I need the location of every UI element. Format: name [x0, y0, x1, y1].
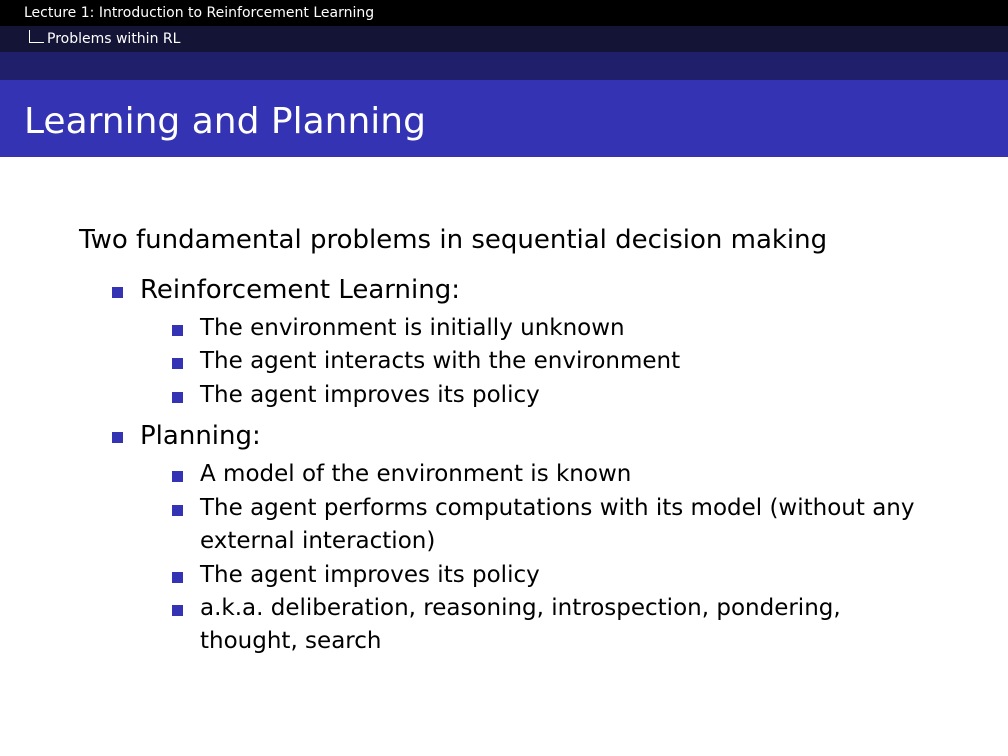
intro-text: Two fundamental problems in sequential decision making [79, 225, 828, 255]
square-bullet-icon [172, 505, 183, 516]
planning-item: The agent improves its policy [200, 562, 540, 588]
planning-item-continuation: thought, search [200, 628, 382, 654]
square-bullet-icon [112, 287, 123, 298]
square-bullet-icon [172, 572, 183, 583]
section-title: Problems within RL [47, 31, 181, 47]
square-bullet-icon [172, 605, 183, 616]
square-bullet-icon [172, 392, 183, 403]
planning-heading: Planning: [140, 421, 261, 451]
planning-item: The agent performs computations with its model (without any [200, 495, 915, 521]
rl-item: The agent interacts with the environment [200, 348, 681, 374]
planning-item: A model of the environment is known [200, 461, 632, 487]
square-bullet-icon [172, 358, 183, 369]
lecture-title: Lecture 1: Introduction to Reinforcement Learning [24, 5, 375, 21]
rl-heading: Reinforcement Learning: [140, 275, 460, 305]
square-bullet-icon [172, 471, 183, 482]
square-bullet-icon [112, 432, 123, 443]
rl-item: The agent improves its policy [200, 382, 540, 408]
planning-item: a.k.a. deliberation, reasoning, introspection, pondering, [200, 595, 841, 621]
rl-item: The environment is initially unknown [200, 315, 625, 341]
square-bullet-icon [172, 325, 183, 336]
planning-item-continuation: external interaction) [200, 528, 436, 554]
slide-title: Learning and Planning [24, 101, 426, 142]
